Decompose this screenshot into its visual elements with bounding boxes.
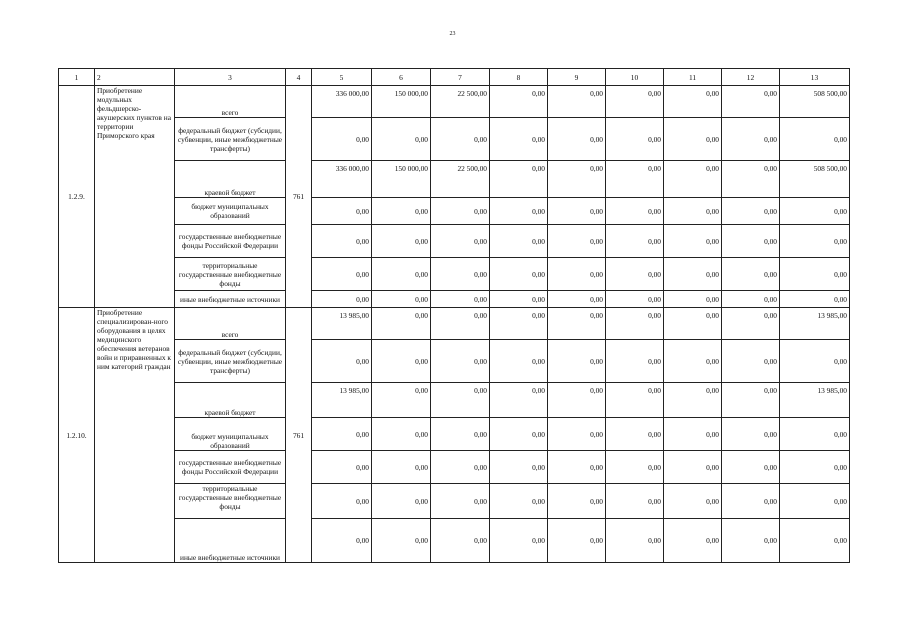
amount-cell: 0,00 [312, 418, 372, 451]
funding-source: всего [175, 308, 286, 340]
amount-cell: 0,00 [780, 484, 850, 519]
amount-cell: 0,00 [431, 225, 490, 258]
funding-source: краевой бюджет [175, 161, 286, 198]
header-cell: 10 [606, 69, 664, 86]
amount-cell: 0,00 [780, 291, 850, 308]
amount-cell: 0,00 [490, 418, 548, 451]
amount-cell: 336 000,00 [312, 161, 372, 198]
amount-cell: 0,00 [606, 308, 664, 340]
amount-cell: 0,00 [664, 258, 722, 291]
amount-cell: 0,00 [664, 161, 722, 198]
amount-cell: 13 985,00 [312, 308, 372, 340]
amount-cell: 0,00 [431, 198, 490, 225]
amount-cell: 150 000,00 [372, 161, 431, 198]
amount-cell: 0,00 [490, 258, 548, 291]
table-row [59, 418, 850, 451]
amount-cell: 0,00 [372, 291, 431, 308]
table-row [59, 519, 850, 563]
amount-cell: 13 985,00 [312, 383, 372, 418]
amount-cell: 0,00 [490, 340, 548, 383]
amount-cell: 0,00 [312, 519, 372, 563]
amount-cell: 0,00 [431, 340, 490, 383]
funding-source: краевой бюджет [175, 383, 286, 418]
funding-source: государственные внебюджетные фонды Российской Федерации [175, 225, 286, 258]
amount-cell: 13 985,00 [780, 383, 850, 418]
page-number: 23 [449, 31, 456, 37]
amount-cell: 0,00 [490, 225, 548, 258]
amount-cell: 508 500,00 [780, 86, 850, 118]
amount-cell: 0,00 [722, 291, 780, 308]
funding-source: бюджет муниципальных образований [175, 418, 286, 451]
table-row [59, 383, 850, 418]
amount-cell: 0,00 [606, 519, 664, 563]
amount-cell: 0,00 [372, 340, 431, 383]
item-code: 1.2.9. [59, 86, 95, 308]
amount-cell: 0,00 [431, 308, 490, 340]
amount-cell: 0,00 [664, 118, 722, 161]
amount-cell: 0,00 [548, 340, 606, 383]
amount-cell: 0,00 [490, 519, 548, 563]
header-cell: 5 [312, 69, 372, 86]
amount-cell: 0,00 [606, 198, 664, 225]
amount-cell: 0,00 [780, 451, 850, 484]
amount-cell: 0,00 [780, 225, 850, 258]
amount-cell: 0,00 [312, 451, 372, 484]
funding-source: иные внебюджетные источники [175, 291, 286, 308]
amount-cell: 0,00 [722, 340, 780, 383]
amount-cell: 0,00 [780, 258, 850, 291]
amount-cell: 0,00 [372, 118, 431, 161]
header-cell: 8 [490, 69, 548, 86]
table-row [59, 225, 850, 258]
funding-source: иные внебюджетные источники [175, 519, 286, 563]
amount-cell: 0,00 [548, 484, 606, 519]
amount-cell: 0,00 [548, 258, 606, 291]
amount-cell: 0,00 [606, 258, 664, 291]
amount-cell: 0,00 [372, 198, 431, 225]
header-cell: 2 [95, 69, 175, 86]
header-row [59, 69, 850, 86]
amount-cell: 0,00 [780, 418, 850, 451]
amount-cell: 0,00 [490, 308, 548, 340]
amount-cell: 0,00 [606, 484, 664, 519]
amount-cell: 0,00 [606, 340, 664, 383]
amount-cell: 0,00 [722, 383, 780, 418]
amount-cell: 150 000,00 [372, 86, 431, 118]
amount-cell: 0,00 [664, 308, 722, 340]
amount-cell: 0,00 [431, 484, 490, 519]
amount-cell: 0,00 [722, 519, 780, 563]
amount-cell: 0,00 [431, 118, 490, 161]
amount-cell: 0,00 [372, 225, 431, 258]
header-cell: 9 [548, 69, 606, 86]
amount-cell: 0,00 [548, 451, 606, 484]
amount-cell: 0,00 [722, 418, 780, 451]
table-row [59, 118, 850, 161]
funding-source: федеральный бюджет (субсидии, субвенции, иные межбюджетные трансферты) [175, 118, 286, 161]
amount-cell: 0,00 [490, 198, 548, 225]
header-cell: 6 [372, 69, 431, 86]
amount-cell: 0,00 [548, 225, 606, 258]
table-row [59, 86, 850, 118]
amount-cell: 0,00 [548, 418, 606, 451]
funding-source: государственные внебюджетные фонды Российской Федерации [175, 451, 286, 484]
amount-cell: 0,00 [780, 118, 850, 161]
amount-cell: 0,00 [312, 225, 372, 258]
amount-cell: 0,00 [664, 484, 722, 519]
funding-source: всего [175, 86, 286, 118]
amount-cell: 0,00 [664, 198, 722, 225]
amount-cell: 0,00 [548, 308, 606, 340]
amount-cell: 0,00 [490, 383, 548, 418]
table-row [59, 161, 850, 198]
amount-cell: 0,00 [606, 161, 664, 198]
amount-cell: 0,00 [664, 451, 722, 484]
amount-cell: 508 500,00 [780, 161, 850, 198]
amount-cell: 0,00 [780, 519, 850, 563]
header-cell: 1 [59, 69, 95, 86]
amount-cell: 0,00 [722, 451, 780, 484]
amount-cell: 0,00 [431, 418, 490, 451]
item-name: Приобретение специализирован-ного оборудования в целях медицинского обеспечения ветеранов войн и приравненных к ним категорий граждан [95, 308, 175, 563]
amount-cell: 0,00 [722, 225, 780, 258]
table-row [59, 308, 850, 340]
amount-cell: 0,00 [722, 484, 780, 519]
amount-cell: 0,00 [372, 484, 431, 519]
amount-cell: 0,00 [664, 86, 722, 118]
amount-cell: 13 985,00 [780, 308, 850, 340]
amount-cell: 0,00 [548, 291, 606, 308]
amount-cell: 0,00 [548, 198, 606, 225]
amount-cell: 0,00 [664, 291, 722, 308]
header-cell: 13 [780, 69, 850, 86]
amount-cell: 0,00 [372, 418, 431, 451]
amount-cell: 0,00 [606, 383, 664, 418]
header-cell: 11 [664, 69, 722, 86]
amount-cell: 0,00 [722, 198, 780, 225]
header-cell: 12 [722, 69, 780, 86]
amount-cell: 0,00 [372, 519, 431, 563]
amount-cell: 0,00 [431, 519, 490, 563]
amount-cell: 0,00 [664, 418, 722, 451]
item-name: Приобретение модульных фельдшерско-акушерских пунктов на территории Приморского края [95, 86, 175, 308]
amount-cell: 0,00 [548, 118, 606, 161]
amount-cell: 0,00 [722, 118, 780, 161]
table-row [59, 484, 850, 519]
table-row [59, 198, 850, 225]
funding-source: бюджет муниципальных образований [175, 198, 286, 225]
amount-cell: 0,00 [606, 225, 664, 258]
amount-cell: 0,00 [312, 340, 372, 383]
header-cell: 7 [431, 69, 490, 86]
amount-cell: 0,00 [606, 451, 664, 484]
grbs-code: 761 [286, 86, 312, 308]
amount-cell: 0,00 [780, 198, 850, 225]
amount-cell: 336 000,00 [312, 86, 372, 118]
budget-table [58, 68, 850, 563]
amount-cell: 22 500,00 [431, 86, 490, 118]
amount-cell: 0,00 [490, 86, 548, 118]
item-code: 1.2.10. [59, 308, 95, 563]
amount-cell: 0,00 [664, 519, 722, 563]
funding-source: территориальные государственные внебюджетные фонды [175, 484, 286, 519]
amount-cell: 0,00 [606, 118, 664, 161]
amount-cell: 0,00 [722, 86, 780, 118]
amount-cell: 0,00 [548, 519, 606, 563]
amount-cell: 0,00 [490, 118, 548, 161]
amount-cell: 0,00 [431, 258, 490, 291]
amount-cell: 0,00 [312, 198, 372, 225]
amount-cell: 0,00 [664, 340, 722, 383]
amount-cell: 22 500,00 [431, 161, 490, 198]
amount-cell: 0,00 [606, 86, 664, 118]
amount-cell: 0,00 [372, 308, 431, 340]
table-row [59, 340, 850, 383]
amount-cell: 0,00 [722, 258, 780, 291]
amount-cell: 0,00 [664, 225, 722, 258]
amount-cell: 0,00 [722, 308, 780, 340]
amount-cell: 0,00 [548, 86, 606, 118]
amount-cell: 0,00 [490, 451, 548, 484]
amount-cell: 0,00 [431, 451, 490, 484]
amount-cell: 0,00 [372, 451, 431, 484]
amount-cell: 0,00 [372, 258, 431, 291]
table-row [59, 291, 850, 308]
amount-cell: 0,00 [548, 383, 606, 418]
amount-cell: 0,00 [312, 291, 372, 308]
amount-cell: 0,00 [431, 383, 490, 418]
header-cell: 4 [286, 69, 312, 86]
amount-cell: 0,00 [490, 161, 548, 198]
grbs-code: 761 [286, 308, 312, 563]
table-row [59, 258, 850, 291]
amount-cell: 0,00 [722, 161, 780, 198]
amount-cell: 0,00 [606, 291, 664, 308]
amount-cell: 0,00 [780, 340, 850, 383]
amount-cell: 0,00 [312, 258, 372, 291]
amount-cell: 0,00 [490, 484, 548, 519]
amount-cell: 0,00 [664, 383, 722, 418]
header-cell: 3 [175, 69, 286, 86]
amount-cell: 0,00 [372, 383, 431, 418]
amount-cell: 0,00 [490, 291, 548, 308]
table-row [59, 451, 850, 484]
amount-cell: 0,00 [312, 484, 372, 519]
funding-source: федеральный бюджет (субсидии, субвенции, иные межбюджетные трансферты) [175, 340, 286, 383]
amount-cell: 0,00 [606, 418, 664, 451]
amount-cell: 0,00 [548, 161, 606, 198]
funding-source: территориальные государственные внебюджетные фонды [175, 258, 286, 291]
amount-cell: 0,00 [431, 291, 490, 308]
amount-cell: 0,00 [312, 118, 372, 161]
